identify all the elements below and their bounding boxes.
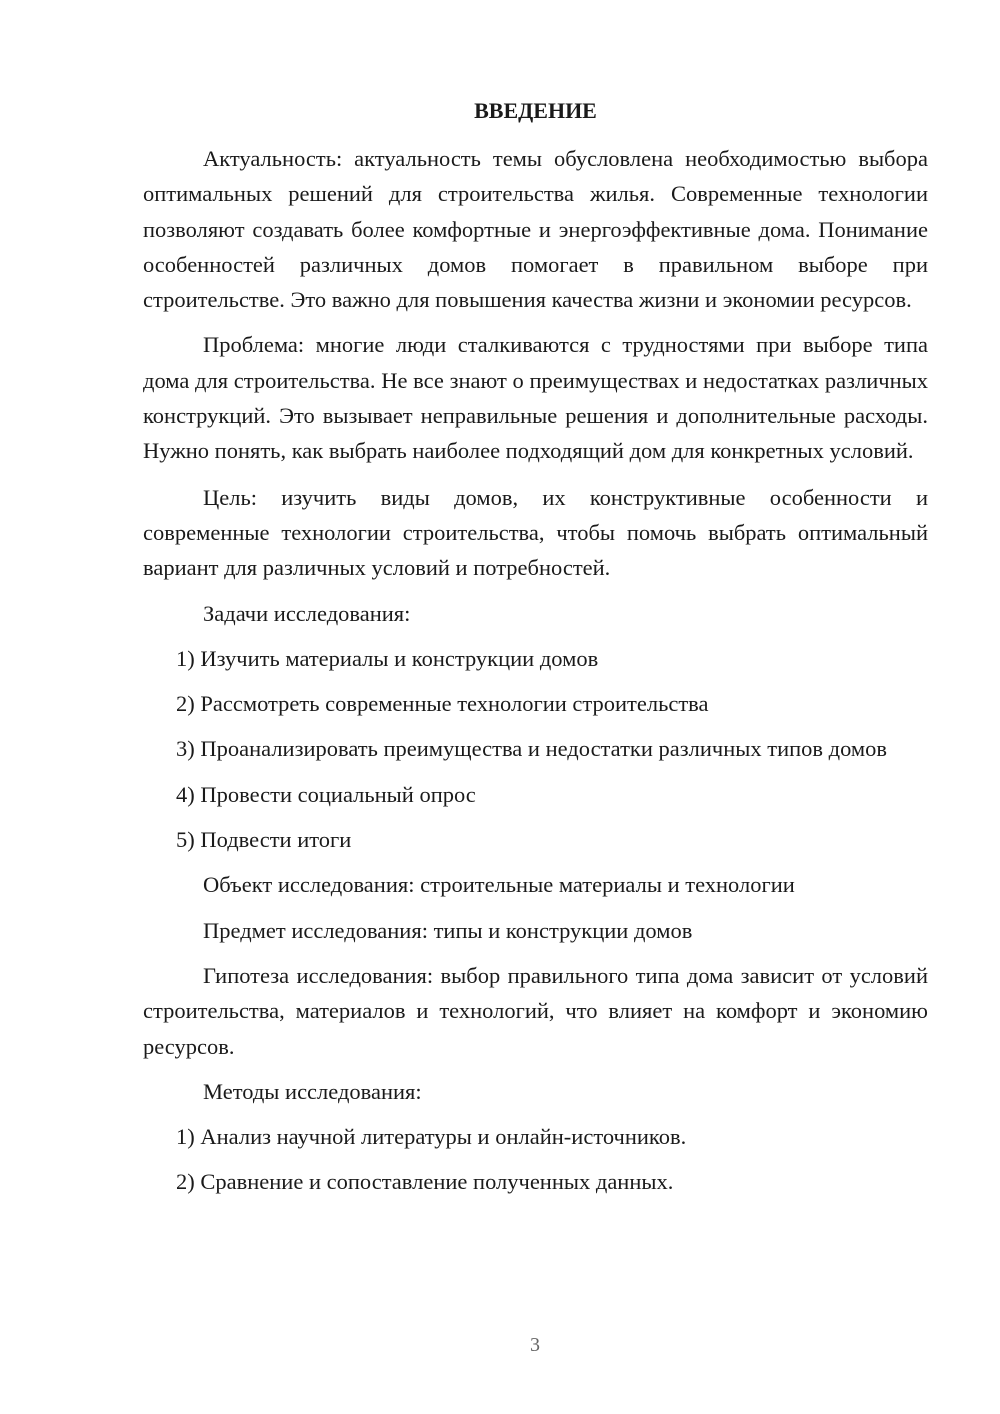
methods-heading: Методы исследования: — [203, 1078, 422, 1104]
task-item-2: 2) Рассмотреть современные технологии строительства — [176, 691, 709, 717]
task-item-1: 1) Изучить материалы и конструкции домов — [176, 645, 599, 671]
problem-paragraph: Проблема: многие люди сталкиваются с трудностями при выборе типа дома для строительства. Не все знают о преимуществах и недостатках различных конструкций. Это вызывает неправильные решения и дополнительные расходы. Нужно понять, как выбрать наиболее подходящий дом для конкретных условий. — [143, 332, 928, 464]
object-paragraph: Объект исследования: строительные материалы и технологии — [203, 872, 795, 898]
goal-paragraph: Цель: изучить виды домов, их конструктивные особенности и современные технологии строительства, чтобы помочь выбрать оптимальный вариант для различных условий и потребностей. — [143, 484, 928, 581]
subject-paragraph: Предмет исследования: типы и конструкции домов — [203, 917, 693, 943]
tasks-heading: Задачи исследования: — [203, 600, 411, 626]
method-item-2: 2) Сравнение и сопоставление полученных данных. — [176, 1169, 674, 1195]
page-title: ВВЕДЕНИЕ — [474, 98, 597, 123]
relevance-paragraph: Актуальность: актуальность темы обусловлена необходимостью выбора оптимальных решений для строительства жилья. Современные технологии позволяют создавать более комфортные и энергоэффективные дома. Понимание особенностей различных домов помогает в правильном выборе при строительстве. Это важно для повышения качества жизни и экономии ресурсов. — [143, 146, 928, 313]
task-item-4: 4) Провести социальный опрос — [176, 781, 476, 807]
hypothesis-paragraph: Гипотеза исследования: выбор правильного типа дома зависит от условий строительства, материалов и технологий, что влияет на комфорт и экономию ресурсов. — [143, 962, 928, 1059]
page-number: 3 — [530, 1334, 540, 1356]
task-item-3: 3) Проанализировать преимущества и недостатки различных типов домов — [176, 736, 888, 762]
task-item-5: 5) Подвести итоги — [176, 827, 352, 853]
method-item-1: 1) Анализ научной литературы и онлайн-источников. — [176, 1124, 687, 1150]
document-body — [143, 141, 928, 1200]
